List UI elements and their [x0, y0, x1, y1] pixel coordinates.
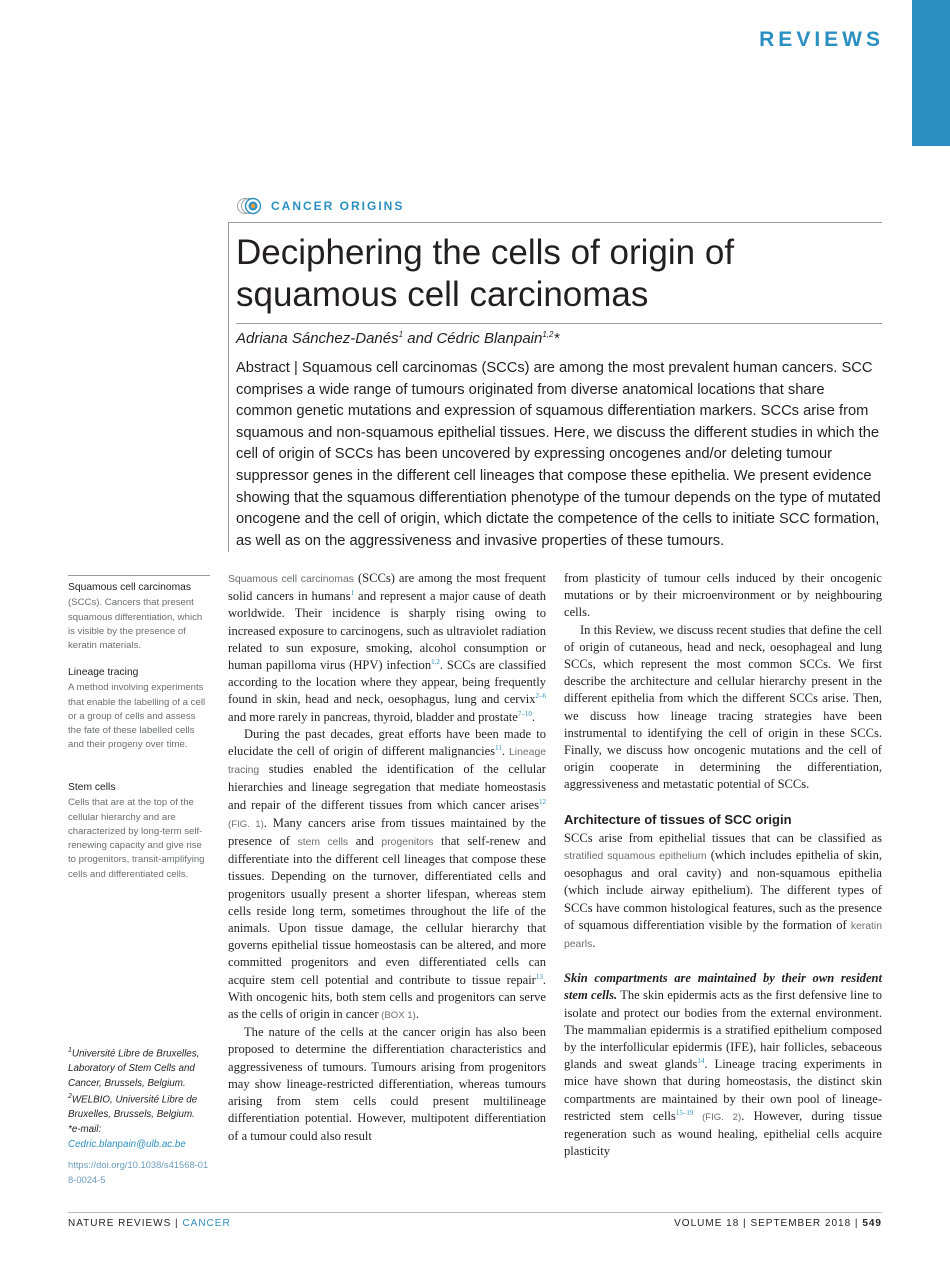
body-column-2 — [564, 570, 882, 1161]
glossary-term: Stem cells — [68, 782, 116, 793]
separator: | — [739, 1218, 751, 1229]
article-title: Deciphering the cells of origin of squamous cell carcinomas — [236, 233, 735, 314]
separator: | — [171, 1218, 183, 1229]
glossary-definition: A method involving experiments that enable the labelling of a cell or a group of cells and assess the fate of these labelled cells and their progeny over time. — [68, 682, 206, 751]
footer-journal — [68, 1218, 231, 1229]
paragraph — [228, 726, 546, 1024]
paragraph — [564, 970, 882, 1160]
glossary-definition: (SCCs). Cancers that present squamous differentiation, which is visible by the presence of keratin materials. — [68, 597, 203, 652]
text-run: (SCCs) are among the most frequent solid cancers in humans — [228, 571, 546, 604]
citation[interactable]: 14 — [697, 1057, 705, 1066]
affil-sup: 1 — [68, 1047, 72, 1054]
figure-ref[interactable]: (FIG. 1) — [228, 818, 264, 830]
text-run: . — [531, 709, 535, 724]
glossary-link[interactable]: Lineage tracing — [228, 747, 546, 777]
footer-issue — [674, 1218, 882, 1229]
box-ref[interactable]: (BOX 1) — [378, 1010, 416, 1022]
author-line — [236, 330, 559, 347]
email-link[interactable]: Cedric.blanpain@ulb.ac.be — [68, 1139, 186, 1150]
section-heading: Architecture of tissues of SCC origin — [564, 811, 792, 827]
journal-name: NATURE REVIEWS — [68, 1218, 172, 1229]
text-run: . Lineage tracing experiments in mice have shown that during homeostasis, the distinct skin compartments are maintained by their own pool of lineage-restricted stem cells — [564, 1057, 882, 1123]
text-run: During the past decades, great efforts have been made to elucidate the cell of origin of different malignancies — [228, 726, 546, 759]
body-column-1 — [228, 570, 546, 1145]
citation[interactable]: 1,2 — [431, 657, 440, 666]
text-run: that self-renew and differentiate into the different cell lineages that compose these tissues. Depending on the turnover, differentiated cells and progenitors usually present a shorter lifespan, whereas stem cells reside long term, sometimes throughout the life of the animals. Upon tissue damage, the cellular hierarchy that governs epithelial tissue homeostasis can be altered, and more committed progenitors and even differentiated cells can acquire stem cell potential and contribute to tissue repair — [228, 834, 547, 987]
paragraph: from plasticity of tumour cells induced by their oncogenic mutations or by their microenvironment or by neighbouring cells. — [564, 571, 882, 620]
paragraph: The nature of the cells at the cancer origin has also been proposed to determine the differentiation characteristics and aggressiveness of tumours. Tumours arising from progenitors may show lineage-restricted differentiation, whereas tumours arising from stem cells could present multilineage differentiation potential. However, multipotent differentiation of a tumour could also result — [228, 1025, 546, 1143]
citation[interactable]: 2–6 — [535, 692, 546, 701]
margin-divider — [68, 575, 210, 576]
text-run: (which includes epithelia of skin, oesophagus and oral cavity) and non-squamous epithelia (which include airway epithelium). The different types of SCCs have common histological features, such as the presence of squamous differentiation visible by the formation of — [564, 848, 882, 932]
paragraph: In this Review, we discuss recent studies that define the cell of origin of cutaneous, head and neck, oesophageal and lung SCCs, which represent the most common SCCs. We first describe the architecture and cellular hierarchy present in the different epithelia from which the different SCCs arise. Then, we discuss how lineage tracing strategies have been instrumental to identifying the cell of origin in these SCCs. Finally, we discuss how oncogenic mutations and the cell of origin cooperate in determining the differentiation, aggressiveness and metastatic potential of SCCs. — [564, 622, 882, 792]
glossary-link[interactable]: stratified squamous epithelium — [564, 851, 707, 863]
citation[interactable]: 12 — [539, 797, 546, 806]
glossary-link[interactable]: stem cells — [297, 837, 349, 849]
glossary-link[interactable]: keratin pearls — [564, 920, 882, 951]
author-name: Cédric Blanpain — [436, 330, 543, 347]
separator: | — [851, 1218, 863, 1229]
affil-text: Université Libre de Bruxelles, Laboratory of Stem Cells and Cancer, Brussels, Belgium. — [68, 1048, 200, 1090]
text-run: . — [501, 744, 510, 759]
citation[interactable]: 1 — [350, 589, 355, 598]
section-label: REVIEWS — [759, 28, 884, 51]
citation[interactable]: 15–19 — [675, 1108, 694, 1117]
category-label: CANCER ORIGINS — [271, 199, 405, 213]
title-vertical-divider — [228, 222, 229, 552]
subsection-heading: Skin compartments are maintained by their own resident stem cells. — [564, 971, 882, 1003]
email-prefix: *e-mail: — [68, 1124, 102, 1135]
page-number: 549 — [862, 1218, 882, 1229]
text-run: The skin epidermis acts as the first defensive line to isolate and protect our bodies from the external environment. The mammalian epidermis is a stratified epithelium composed by the interfollicular epidermis (IFE), hair follicles, sebaceous glands and sweat glands — [564, 988, 883, 1072]
citation[interactable]: 13 — [535, 972, 543, 981]
figure-ref[interactable]: (FIG. 2) — [693, 1111, 742, 1123]
section-color-tab — [912, 0, 950, 146]
footer-divider — [68, 1212, 882, 1213]
glossary-term: Lineage tracing — [68, 667, 139, 678]
citation[interactable]: 7–10 — [517, 709, 532, 718]
author-name: Adriana Sánchez-Danés — [236, 330, 399, 347]
corresponding-mark: * — [553, 330, 560, 347]
citation[interactable]: 11 — [495, 743, 502, 752]
glossary-link[interactable]: progenitors — [381, 837, 434, 849]
glossary-entry — [68, 581, 211, 653]
title-divider — [228, 222, 882, 223]
text-run: . — [415, 1007, 419, 1022]
author-affil-sup: 1,2 — [542, 330, 554, 339]
text-run: and more rarely in pancreas, thyroid, bladder and prostate — [228, 709, 518, 724]
text-run: . With oncogenic hits, both stem cells and progenitors can serve as the cells of origin in cancer — [228, 972, 546, 1022]
journal-section: CANCER — [182, 1218, 231, 1229]
text-run: . — [592, 936, 596, 951]
author-affil-sup: 1 — [398, 330, 404, 339]
affil-sup: 2 — [68, 1093, 72, 1100]
glossary-entry — [68, 781, 211, 882]
concentric-circles-icon — [237, 197, 267, 215]
doi-link[interactable]: https://doi.org/10.1038/s41568-018-0024-5 — [68, 1159, 209, 1185]
text-run: and represent a major cause of death worldwide. Their incidence is sharply rising owing to increased exposure to carcinogens, such as ultraviolet radiation related to sun exposure, smoking, alcohol consumption or human papilloma virus (HPV) infection — [228, 589, 546, 673]
paragraph — [228, 570, 546, 726]
glossary-entry — [68, 666, 211, 753]
volume: VOLUME 18 — [674, 1218, 740, 1229]
glossary-definition: Cells that are at the top of the cellular hierarchy and are characterized by long-term self-renewing capacity and give rise to progenitors, transit-amplifying cells and differentiated cells. — [68, 797, 205, 880]
author-divider — [236, 323, 882, 324]
affiliation-1 — [68, 1043, 210, 1091]
text-run: SCCs arise from epithelial tissues that can be classified as — [564, 830, 882, 845]
author-joiner: and — [403, 330, 437, 347]
glossary-term: Squamous cell carcinomas — [68, 582, 192, 593]
text-run: and — [348, 834, 382, 849]
correspondence — [68, 1122, 210, 1152]
affiliation-2 — [68, 1089, 210, 1122]
affil-text: WELBIO, Université Libre de Bruxelles, Brussels, Belgium. — [68, 1094, 198, 1121]
paragraph — [564, 830, 882, 953]
abstract: Abstract | Squamous cell carcinomas (SCCs) are among the most prevalent human cancers. SCC comprises a wide range of tumours originated from diverse anatomical locations that share common genetic mutations and expression of squamous differentiation markers. SCCs arise from squamous and non-squamous epithelial tissues. Here, we discuss the different studies in which the cell of origin of SCCs has been uncovered by expressing oncogenes and/or deleting tumour suppressor genes in the different cell lineages that compose these epithelia. We present evidence showing that the squamous differentiation phenotype of the tumour depends on the type of mutated oncogene and the cell of origin, which dictate the competence of the cells to initiate SCC formation, as well as on the aggressiveness and invasive properties of these tumours. — [236, 360, 881, 549]
text-run: . However, during tissue regeneration such as wound healing, epithelial cells acquire plasticity — [564, 1108, 882, 1159]
text-run: . SCCs are classified according to the location where they appear, being frequently found in skin, head and neck, oesophagus, lung and cervix — [228, 658, 547, 707]
issue-date: SEPTEMBER 2018 — [750, 1218, 852, 1229]
text-run: . Many cancers arise from tissues maintained by the presence of — [228, 815, 546, 849]
glossary-link[interactable]: Squamous cell carcinomas — [228, 574, 354, 585]
text-run: studies enabled the identification of the cellular hierarchies and lineage segregation that mediate homeostasis and repair of the different tissues from which cancer arises — [228, 762, 546, 812]
